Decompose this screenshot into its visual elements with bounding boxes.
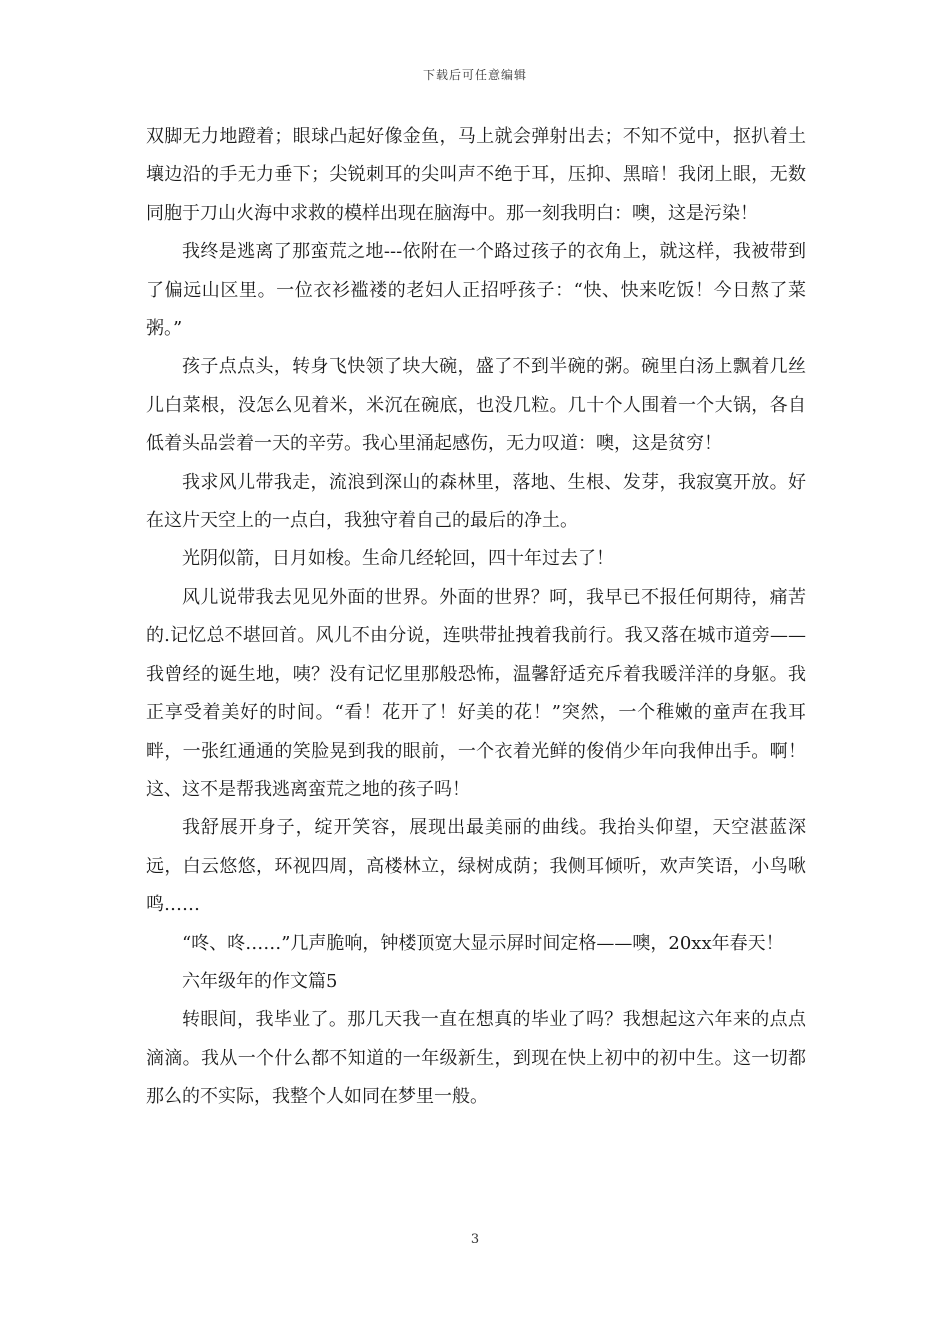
paragraph: 我终是逃离了那蛮荒之地---依附在一个路过孩子的衣角上，就这样，我被带到了偏远山区里。一位衣衫褴褛的老妇人正招呼孩子：“快、快来吃饭！今日熬了菜粥。”	[146, 241, 806, 340]
paragraph: 我舒展开身子，绽开笑容，展现出最美丽的曲线。我抬头仰望，天空湛蓝深远，白云悠悠，环视四周，高楼林立，绿树成荫；我侧耳倾听，欢声笑语，小鸟啾鸣……	[146, 817, 806, 916]
page-header: 下载后可任意编辑	[422, 68, 527, 82]
paragraph: 双脚无力地蹬着；眼球凸起好像金鱼，马上就会弹射出去；不知不觉中，抠扒着土壤边沿的手无力垂下；尖锐刺耳的尖叫声不绝于耳，压抑、黑暗！我闭上眼，无数同胞于刀山火海中求救的模样出现在脑海中。那一刻我明白：噢，这是污染！	[146, 126, 806, 224]
document-body	[146, 118, 806, 1117]
section-heading: 六年级年的作文篇5	[182, 970, 338, 992]
page-number: 3	[470, 1232, 480, 1247]
paragraph: 孩子点点头，转身飞快领了块大碗，盛了不到半碗的粥。碗里白汤上飘着几丝儿白菜根，没怎么见着米，米沉在碗底，也没几粒。几十个人围着一个大锅，各自低着头品尝着一天的辛劳。我心里涌起感伤，无力叹道：噢，这是贫穷！	[146, 356, 806, 455]
paragraph: 我求风儿带我走，流浪到深山的森林里，落地、生根、发芽，我寂寞开放。好在这片天空上的一点白，我独守着自己的最后的净土。	[146, 471, 806, 532]
paragraph: 光阴似箭，日月如梭。生命几经轮回，四十年过去了！	[182, 548, 614, 570]
paragraph: 转眼间，我毕业了。那几天我一直在想真的毕业了吗？我想起这六年来的点点滴滴。我从一个什么都不知道的一年级新生，到现在快上初中的初中生。这一切都那么的不实际，我整个人如同在梦里一般。	[146, 1009, 806, 1108]
paragraph: 风儿说带我去见见外面的世界。外面的世界？呵，我早已不报任何期待，痛苦的.记忆总不堪回首。风儿不由分说，连哄带扯拽着我前行。我又落在城市道旁——我曾经的诞生地，咦？没有记忆里那般恐怖，温馨舒适充斥着我暖洋洋的身躯。我正享受着美好的时间。“看！花开了！好美的花！”突然，一个稚嫩的童声在我耳畔，一张红通通的笑脸晃到我的眼前，一个衣着光鲜的俊俏少年向我伸出手。啊！这、这不是帮我逃离蛮荒之地的孩子吗！	[146, 586, 806, 800]
paragraph: “咚、咚……”几声脆响，钟楼顶宽大显示屏时间定格——噢，20xx年春天！	[182, 932, 784, 954]
